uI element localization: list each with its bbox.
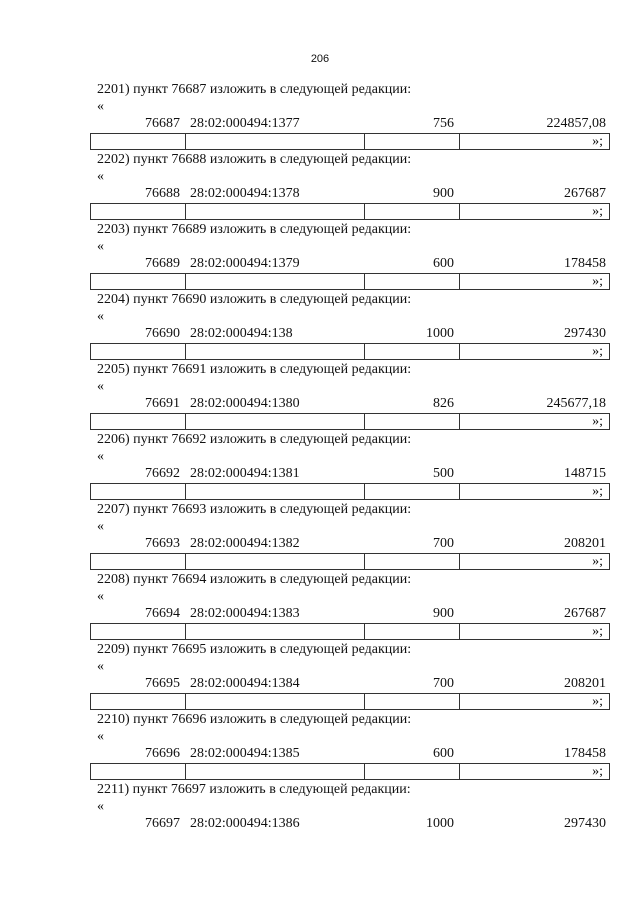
amendment-entry: [90, 291, 610, 361]
cell-divider: [185, 414, 186, 429]
area-value: 600: [433, 256, 454, 271]
empty-table-row: [90, 413, 610, 430]
open-quote: «: [97, 99, 104, 114]
item-number: 76696: [145, 746, 180, 761]
item-number: 76690: [145, 326, 180, 341]
close-quote: »;: [592, 694, 603, 709]
item-number: 76695: [145, 676, 180, 691]
empty-table-row: [90, 483, 610, 500]
item-number: 76694: [145, 606, 180, 621]
area-value: 756: [433, 116, 454, 131]
amendment-heading: 2204) пункт 76690 изложить в следующей редакции:: [97, 292, 412, 307]
cell-divider: [364, 414, 365, 429]
close-quote: »;: [592, 414, 603, 429]
cost-value: 224857,08: [546, 116, 606, 131]
empty-table-row: [90, 343, 610, 360]
amendment-heading: 2208) пункт 76694 изложить в следующей редакции:: [97, 572, 412, 587]
area-value: 600: [433, 746, 454, 761]
cost-value: 297430: [564, 326, 606, 341]
page-number: 206: [310, 53, 330, 65]
item-number: 76687: [145, 116, 180, 131]
cost-value: 297430: [564, 816, 606, 831]
close-quote: »;: [592, 554, 603, 569]
cell-divider: [364, 134, 365, 149]
amendment-entry: [90, 221, 610, 291]
amendment-entry: [90, 711, 610, 781]
amendment-heading: 2202) пункт 76688 изложить в следующей редакции:: [97, 152, 412, 167]
cadastral-number: 28:02:000494:1383: [190, 606, 300, 621]
document-body: [90, 81, 610, 851]
cell-divider: [185, 624, 186, 639]
cadastral-number: 28:02:000494:1378: [190, 186, 300, 201]
cadastral-number: 28:02:000494:1385: [190, 746, 300, 761]
table-row: [90, 115, 610, 133]
empty-table-row: [90, 273, 610, 290]
table-row: [90, 815, 610, 833]
close-quote: »;: [592, 624, 603, 639]
amendment-heading: 2207) пункт 76693 изложить в следующей редакции:: [97, 502, 412, 517]
area-value: 826: [433, 396, 454, 411]
cell-divider: [459, 204, 460, 219]
cost-value: 148715: [564, 466, 606, 481]
item-number: 76692: [145, 466, 180, 481]
cadastral-number: 28:02:000494:1379: [190, 256, 300, 271]
cadastral-number: 28:02:000494:1377: [190, 116, 300, 131]
item-number: 76697: [145, 816, 180, 831]
table-row: [90, 395, 610, 413]
amendment-heading: 2210) пункт 76696 изложить в следующей редакции:: [97, 712, 412, 727]
table-row: [90, 535, 610, 553]
table-row: [90, 605, 610, 623]
table-row: [90, 255, 610, 273]
cell-divider: [185, 134, 186, 149]
amendment-heading: 2209) пункт 76695 изложить в следующей редакции:: [97, 642, 412, 657]
cell-divider: [459, 694, 460, 709]
cell-divider: [364, 624, 365, 639]
cell-divider: [364, 694, 365, 709]
cost-value: 208201: [564, 536, 606, 551]
item-number: 76691: [145, 396, 180, 411]
table-row: [90, 325, 610, 343]
cell-divider: [364, 344, 365, 359]
amendment-heading: 2206) пункт 76692 изложить в следующей редакции:: [97, 432, 412, 447]
amendment-heading: 2203) пункт 76689 изложить в следующей редакции:: [97, 222, 412, 237]
area-value: 500: [433, 466, 454, 481]
open-quote: «: [97, 309, 104, 324]
amendment-entry: [90, 431, 610, 501]
table-row: [90, 675, 610, 693]
close-quote: »;: [592, 274, 603, 289]
close-quote: »;: [592, 764, 603, 779]
cell-divider: [459, 274, 460, 289]
cadastral-number: 28:02:000494:138: [190, 326, 293, 341]
open-quote: «: [97, 589, 104, 604]
cell-divider: [185, 274, 186, 289]
open-quote: «: [97, 799, 104, 814]
cost-value: 208201: [564, 676, 606, 691]
empty-table-row: [90, 623, 610, 640]
cadastral-number: 28:02:000494:1380: [190, 396, 300, 411]
close-quote: »;: [592, 204, 603, 219]
cell-divider: [459, 764, 460, 779]
amendment-entry: [90, 361, 610, 431]
open-quote: «: [97, 519, 104, 534]
empty-table-row: [90, 133, 610, 150]
close-quote: »;: [592, 484, 603, 499]
open-quote: «: [97, 239, 104, 254]
cost-value: 245677,18: [546, 396, 606, 411]
cell-divider: [185, 484, 186, 499]
cell-divider: [459, 484, 460, 499]
cell-divider: [364, 204, 365, 219]
cost-value: 267687: [564, 606, 606, 621]
cell-divider: [459, 134, 460, 149]
cadastral-number: 28:02:000494:1382: [190, 536, 300, 551]
amendment-heading: 2205) пункт 76691 изложить в следующей редакции:: [97, 362, 412, 377]
table-row: [90, 745, 610, 763]
close-quote: »;: [592, 344, 603, 359]
cost-value: 267687: [564, 186, 606, 201]
area-value: 900: [433, 606, 454, 621]
empty-table-row: [90, 763, 610, 780]
cell-divider: [185, 204, 186, 219]
close-quote: »;: [592, 134, 603, 149]
amendment-entry: [90, 151, 610, 221]
empty-table-row: [90, 693, 610, 710]
area-value: 900: [433, 186, 454, 201]
table-row: [90, 185, 610, 203]
item-number: 76693: [145, 536, 180, 551]
cadastral-number: 28:02:000494:1381: [190, 466, 300, 481]
cell-divider: [185, 694, 186, 709]
open-quote: «: [97, 449, 104, 464]
amendment-entry: [90, 571, 610, 641]
open-quote: «: [97, 379, 104, 394]
area-value: 1000: [426, 326, 454, 341]
cell-divider: [185, 344, 186, 359]
cadastral-number: 28:02:000494:1384: [190, 676, 300, 691]
cell-divider: [364, 554, 365, 569]
item-number: 76688: [145, 186, 180, 201]
cell-divider: [459, 414, 460, 429]
cadastral-number: 28:02:000494:1386: [190, 816, 300, 831]
area-value: 1000: [426, 816, 454, 831]
cell-divider: [364, 764, 365, 779]
cell-divider: [459, 344, 460, 359]
empty-table-row: [90, 553, 610, 570]
cell-divider: [459, 554, 460, 569]
amendment-entry: [90, 81, 610, 151]
empty-table-row: [90, 203, 610, 220]
item-number: 76689: [145, 256, 180, 271]
amendment-heading: 2211) пункт 76697 изложить в следующей редакции:: [97, 782, 411, 797]
amendment-entry: [90, 781, 610, 851]
cell-divider: [185, 554, 186, 569]
area-value: 700: [433, 676, 454, 691]
amendment-entry: [90, 501, 610, 571]
cell-divider: [459, 624, 460, 639]
open-quote: «: [97, 729, 104, 744]
table-row: [90, 465, 610, 483]
amendment-entry: [90, 641, 610, 711]
cost-value: 178458: [564, 256, 606, 271]
cell-divider: [364, 484, 365, 499]
cell-divider: [185, 764, 186, 779]
area-value: 700: [433, 536, 454, 551]
cost-value: 178458: [564, 746, 606, 761]
open-quote: «: [97, 169, 104, 184]
amendment-heading: 2201) пункт 76687 изложить в следующей редакции:: [97, 82, 412, 97]
open-quote: «: [97, 659, 104, 674]
cell-divider: [364, 274, 365, 289]
